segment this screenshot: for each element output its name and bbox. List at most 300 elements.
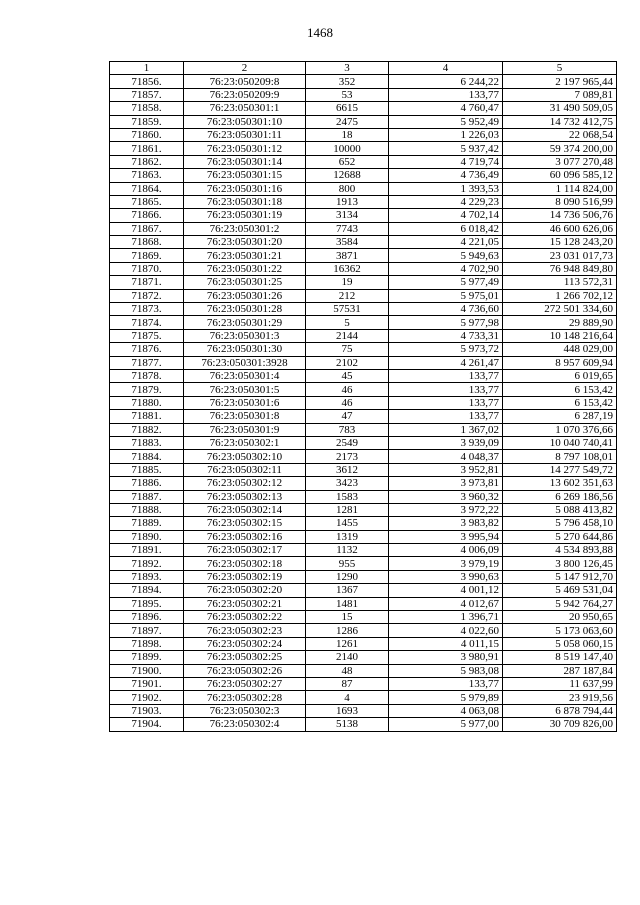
cadastral-value-cell: 15 128 243,20	[503, 236, 617, 249]
rate-cell: 4 012,67	[389, 597, 503, 610]
cadastral-number-cell: 76:23:050302:26	[184, 664, 306, 677]
rate-cell: 3 939,09	[389, 436, 503, 449]
cadastral-number-cell: 76:23:050301:22	[184, 262, 306, 275]
rate-cell: 4 702,14	[389, 209, 503, 222]
area-cell: 45	[306, 369, 389, 382]
rate-cell: 4 006,09	[389, 544, 503, 557]
row-number-cell: 71892.	[110, 557, 184, 570]
cadastral-value-cell: 113 572,31	[503, 276, 617, 289]
table-row	[110, 343, 617, 356]
row-number-cell: 71879.	[110, 383, 184, 396]
table-row	[110, 262, 617, 275]
rate-cell: 133,77	[389, 88, 503, 101]
cadastral-value-cell: 14 277 549,72	[503, 463, 617, 476]
cadastral-value-cell: 14 732 412,75	[503, 115, 617, 128]
table-row	[110, 155, 617, 168]
row-number-cell: 71877.	[110, 356, 184, 369]
area-cell: 18	[306, 128, 389, 141]
rate-cell: 3 980,91	[389, 651, 503, 664]
area-cell: 46	[306, 396, 389, 409]
area-cell: 1693	[306, 704, 389, 717]
header-row	[110, 62, 617, 75]
rate-cell: 133,77	[389, 369, 503, 382]
table-row	[110, 289, 617, 302]
table-row	[110, 611, 617, 624]
cadastral-value-cell: 29 889,90	[503, 316, 617, 329]
area-cell: 783	[306, 423, 389, 436]
cadastral-number-cell: 76:23:050302:24	[184, 637, 306, 650]
rate-cell: 1 396,71	[389, 611, 503, 624]
cadastral-value-cell: 5 147 912,70	[503, 570, 617, 583]
row-number-cell: 71898.	[110, 637, 184, 650]
cadastral-number-cell: 76:23:050302:22	[184, 611, 306, 624]
table-row	[110, 463, 617, 476]
row-number-cell: 71862.	[110, 155, 184, 168]
table-row	[110, 718, 617, 731]
table-row	[110, 597, 617, 610]
rate-cell: 4 221,05	[389, 236, 503, 249]
cadastral-number-cell: 76:23:050301:4	[184, 369, 306, 382]
area-cell: 46	[306, 383, 389, 396]
area-cell: 1290	[306, 570, 389, 583]
cadastral-value-cell: 8 957 609,94	[503, 356, 617, 369]
row-number-cell: 71867.	[110, 222, 184, 235]
cadastral-value-cell: 14 736 506,76	[503, 209, 617, 222]
cadastral-number-cell: 76:23:050301:1	[184, 102, 306, 115]
row-number-cell: 71888.	[110, 503, 184, 516]
table-row	[110, 651, 617, 664]
cadastral-number-cell: 76:23:050301:6	[184, 396, 306, 409]
cadastral-value-cell: 6 878 794,44	[503, 704, 617, 717]
rate-cell: 4 048,37	[389, 450, 503, 463]
cadastral-value-cell: 7 089,81	[503, 88, 617, 101]
cadastral-number-cell: 76:23:050301:9	[184, 423, 306, 436]
row-number-cell: 71887.	[110, 490, 184, 503]
cadastral-value-cell: 1 266 702,12	[503, 289, 617, 302]
cadastral-value-cell: 5 088 413,82	[503, 503, 617, 516]
area-cell: 6615	[306, 102, 389, 115]
area-cell: 3423	[306, 477, 389, 490]
row-number-cell: 71893.	[110, 570, 184, 583]
column-header-4: 4	[389, 62, 503, 75]
area-cell: 75	[306, 343, 389, 356]
area-cell: 1319	[306, 530, 389, 543]
cadastral-number-cell: 76:23:050302:19	[184, 570, 306, 583]
cadastral-number-cell: 76:23:050302:17	[184, 544, 306, 557]
rate-cell: 3 973,81	[389, 477, 503, 490]
cadastral-value-cell: 5 942 764,27	[503, 597, 617, 610]
rate-cell: 4 001,12	[389, 584, 503, 597]
cadastral-value-cell: 3 077 270,48	[503, 155, 617, 168]
row-number-cell: 71857.	[110, 88, 184, 101]
rate-cell: 4 760,47	[389, 102, 503, 115]
table-row	[110, 303, 617, 316]
row-number-cell: 71894.	[110, 584, 184, 597]
area-cell: 352	[306, 75, 389, 88]
rate-cell: 3 979,19	[389, 557, 503, 570]
table-row	[110, 503, 617, 516]
cadastral-value-cell: 5 796 458,10	[503, 517, 617, 530]
cadastral-number-cell: 76:23:050301:20	[184, 236, 306, 249]
table-row	[110, 209, 617, 222]
cadastral-number-cell: 76:23:050302:11	[184, 463, 306, 476]
cadastral-value-cell: 76 948 849,80	[503, 262, 617, 275]
rate-cell: 5 977,98	[389, 316, 503, 329]
row-number-cell: 71869.	[110, 249, 184, 262]
table-row	[110, 142, 617, 155]
cadastral-value-cell: 30 709 826,00	[503, 718, 617, 731]
rate-cell: 4 229,23	[389, 195, 503, 208]
cadastral-value-cell: 287 187,84	[503, 664, 617, 677]
table-row	[110, 677, 617, 690]
table-row	[110, 624, 617, 637]
area-cell: 16362	[306, 262, 389, 275]
cadastral-number-cell: 76:23:050209:8	[184, 75, 306, 88]
row-number-cell: 71876.	[110, 343, 184, 356]
rate-cell: 3 990,63	[389, 570, 503, 583]
cadastral-number-cell: 76:23:050301:3928	[184, 356, 306, 369]
cadastral-number-cell: 76:23:050301:11	[184, 128, 306, 141]
cadastral-value-cell: 8 519 147,40	[503, 651, 617, 664]
cadastral-value-cell: 1 070 376,66	[503, 423, 617, 436]
cadastral-number-cell: 76:23:050302:1	[184, 436, 306, 449]
cadastral-value-cell: 11 637,99	[503, 677, 617, 690]
column-header-5: 5	[503, 62, 617, 75]
row-number-cell: 71859.	[110, 115, 184, 128]
rate-cell: 5 977,49	[389, 276, 503, 289]
cadastral-number-cell: 76:23:050302:27	[184, 677, 306, 690]
table-row	[110, 128, 617, 141]
area-cell: 1913	[306, 195, 389, 208]
table-row	[110, 704, 617, 717]
cadastral-value-cell: 22 068,54	[503, 128, 617, 141]
table-row	[110, 169, 617, 182]
cadastral-number-cell: 76:23:050301:16	[184, 182, 306, 195]
table-row	[110, 356, 617, 369]
cadastral-value-cell: 6 269 186,56	[503, 490, 617, 503]
area-cell: 1583	[306, 490, 389, 503]
row-number-cell: 71897.	[110, 624, 184, 637]
table-row	[110, 664, 617, 677]
cadastral-number-cell: 76:23:050301:26	[184, 289, 306, 302]
cadastral-value-cell: 1 114 824,00	[503, 182, 617, 195]
cadastral-value-cell: 31 490 509,05	[503, 102, 617, 115]
table-row	[110, 584, 617, 597]
row-number-cell: 71863.	[110, 169, 184, 182]
rate-cell: 3 952,81	[389, 463, 503, 476]
table-row	[110, 249, 617, 262]
row-number-cell: 71878.	[110, 369, 184, 382]
area-cell: 2140	[306, 651, 389, 664]
table-row	[110, 517, 617, 530]
cadastral-number-cell: 76:23:050302:23	[184, 624, 306, 637]
row-number-cell: 71883.	[110, 436, 184, 449]
cadastral-number-cell: 76:23:050302:10	[184, 450, 306, 463]
row-number-cell: 71860.	[110, 128, 184, 141]
table-row	[110, 102, 617, 115]
row-number-cell: 71861.	[110, 142, 184, 155]
row-number-cell: 71882.	[110, 423, 184, 436]
cadastral-value-cell: 60 096 585,12	[503, 169, 617, 182]
rate-cell: 6 018,42	[389, 222, 503, 235]
rate-cell: 5 949,63	[389, 249, 503, 262]
row-number-cell: 71900.	[110, 664, 184, 677]
cadastral-value-cell: 20 950,65	[503, 611, 617, 624]
table-row	[110, 490, 617, 503]
rate-cell: 4 736,49	[389, 169, 503, 182]
area-cell: 57531	[306, 303, 389, 316]
table-row	[110, 88, 617, 101]
cadastral-number-cell: 76:23:050301:12	[184, 142, 306, 155]
row-number-cell: 71886.	[110, 477, 184, 490]
row-number-cell: 71880.	[110, 396, 184, 409]
table-row	[110, 530, 617, 543]
rate-cell: 4 011,15	[389, 637, 503, 650]
cadastral-number-cell: 76:23:050302:16	[184, 530, 306, 543]
cadastral-value-cell: 5 173 063,60	[503, 624, 617, 637]
cadastral-value-cell: 10 148 216,64	[503, 329, 617, 342]
area-cell: 2102	[306, 356, 389, 369]
rate-cell: 5 937,42	[389, 142, 503, 155]
row-number-cell: 71858.	[110, 102, 184, 115]
table-row	[110, 410, 617, 423]
cadastral-number-cell: 76:23:050302:12	[184, 477, 306, 490]
area-cell: 1286	[306, 624, 389, 637]
area-cell: 53	[306, 88, 389, 101]
cadastral-value-cell: 6 019,65	[503, 369, 617, 382]
area-cell: 5	[306, 316, 389, 329]
cadastral-value-cell: 8 797 108,01	[503, 450, 617, 463]
table-row	[110, 450, 617, 463]
table-row	[110, 115, 617, 128]
rate-cell: 1 226,03	[389, 128, 503, 141]
column-header-1: 1	[110, 62, 184, 75]
rate-cell: 6 244,22	[389, 75, 503, 88]
rate-cell: 133,77	[389, 410, 503, 423]
cadastral-value-cell: 5 270 644,86	[503, 530, 617, 543]
cadastral-value-cell: 5 058 060,15	[503, 637, 617, 650]
column-header-3: 3	[306, 62, 389, 75]
rate-cell: 5 979,89	[389, 691, 503, 704]
row-number-cell: 71901.	[110, 677, 184, 690]
cadastral-number-cell: 76:23:050301:19	[184, 209, 306, 222]
rate-cell: 1 367,02	[389, 423, 503, 436]
cadastral-number-cell: 76:23:050301:2	[184, 222, 306, 235]
row-number-cell: 71902.	[110, 691, 184, 704]
area-cell: 2475	[306, 115, 389, 128]
rate-cell: 4 261,47	[389, 356, 503, 369]
rate-cell: 133,77	[389, 396, 503, 409]
table-row	[110, 691, 617, 704]
area-cell: 652	[306, 155, 389, 168]
cadastral-number-cell: 76:23:050302:25	[184, 651, 306, 664]
area-cell: 10000	[306, 142, 389, 155]
rate-cell: 3 995,94	[389, 530, 503, 543]
area-cell: 1132	[306, 544, 389, 557]
cadastral-number-cell: 76:23:050301:18	[184, 195, 306, 208]
cadastral-number-cell: 76:23:050302:18	[184, 557, 306, 570]
row-number-cell: 71856.	[110, 75, 184, 88]
area-cell: 1261	[306, 637, 389, 650]
rate-cell: 4 702,90	[389, 262, 503, 275]
cadastral-value-cell: 59 374 200,00	[503, 142, 617, 155]
cadastral-value-cell: 272 501 334,60	[503, 303, 617, 316]
cadastral-number-cell: 76:23:050302:20	[184, 584, 306, 597]
row-number-cell: 71875.	[110, 329, 184, 342]
cadastral-number-cell: 76:23:050301:15	[184, 169, 306, 182]
rate-cell: 3 960,32	[389, 490, 503, 503]
table-row	[110, 369, 617, 382]
row-number-cell: 71890.	[110, 530, 184, 543]
rate-cell: 5 977,00	[389, 718, 503, 731]
rate-cell: 4 719,74	[389, 155, 503, 168]
table-row	[110, 222, 617, 235]
area-cell: 3134	[306, 209, 389, 222]
area-cell: 12688	[306, 169, 389, 182]
cadastral-number-cell: 76:23:050301:10	[184, 115, 306, 128]
area-cell: 800	[306, 182, 389, 195]
cadastral-value-cell: 8 090 516,99	[503, 195, 617, 208]
row-number-cell: 71873.	[110, 303, 184, 316]
cadastral-number-cell: 76:23:050209:9	[184, 88, 306, 101]
area-cell: 2144	[306, 329, 389, 342]
cadastral-value-cell: 23 919,56	[503, 691, 617, 704]
cadastral-number-cell: 76:23:050302:28	[184, 691, 306, 704]
row-number-cell: 71874.	[110, 316, 184, 329]
row-number-cell: 71904.	[110, 718, 184, 731]
cadastral-number-cell: 76:23:050302:21	[184, 597, 306, 610]
rate-cell: 5 983,08	[389, 664, 503, 677]
area-cell: 3584	[306, 236, 389, 249]
cadastral-number-cell: 76:23:050302:3	[184, 704, 306, 717]
area-cell: 1455	[306, 517, 389, 530]
cadastral-number-cell: 76:23:050301:28	[184, 303, 306, 316]
cadastral-value-cell: 6 287,19	[503, 410, 617, 423]
table-row	[110, 570, 617, 583]
cadastral-value-cell: 3 800 126,45	[503, 557, 617, 570]
cadastral-value-cell: 46 600 626,06	[503, 222, 617, 235]
row-number-cell: 71903.	[110, 704, 184, 717]
row-number-cell: 71870.	[110, 262, 184, 275]
cadastral-number-cell: 76:23:050301:21	[184, 249, 306, 262]
row-number-cell: 71881.	[110, 410, 184, 423]
area-cell: 955	[306, 557, 389, 570]
cadastral-value-cell: 13 602 351,63	[503, 477, 617, 490]
cadastral-number-cell: 76:23:050302:15	[184, 517, 306, 530]
area-cell: 1367	[306, 584, 389, 597]
area-cell: 212	[306, 289, 389, 302]
area-cell: 2173	[306, 450, 389, 463]
cadastral-value-cell: 6 153,42	[503, 396, 617, 409]
row-number-cell: 71884.	[110, 450, 184, 463]
table-row	[110, 396, 617, 409]
area-cell: 3612	[306, 463, 389, 476]
area-cell: 15	[306, 611, 389, 624]
row-number-cell: 71872.	[110, 289, 184, 302]
row-number-cell: 71865.	[110, 195, 184, 208]
row-number-cell: 71895.	[110, 597, 184, 610]
rate-cell: 3 983,82	[389, 517, 503, 530]
rate-cell: 5 975,01	[389, 289, 503, 302]
cadastral-number-cell: 76:23:050302:13	[184, 490, 306, 503]
table-row	[110, 477, 617, 490]
area-cell: 4	[306, 691, 389, 704]
table-body	[110, 75, 617, 731]
cadastral-value-cell: 23 031 017,73	[503, 249, 617, 262]
table-row	[110, 236, 617, 249]
cadastral-number-cell: 76:23:050301:30	[184, 343, 306, 356]
cadastral-value-cell: 2 197 965,44	[503, 75, 617, 88]
cadastral-number-cell: 76:23:050301:5	[184, 383, 306, 396]
row-number-cell: 71889.	[110, 517, 184, 530]
table-row	[110, 637, 617, 650]
table-row	[110, 544, 617, 557]
row-number-cell: 71896.	[110, 611, 184, 624]
cadastral-value-cell: 5 469 531,04	[503, 584, 617, 597]
rate-cell: 133,77	[389, 677, 503, 690]
table-row	[110, 329, 617, 342]
table-row	[110, 423, 617, 436]
cadastral-number-cell: 76:23:050301:8	[184, 410, 306, 423]
cadastral-value-cell: 10 040 740,41	[503, 436, 617, 449]
column-header-2: 2	[184, 62, 306, 75]
row-number-cell: 71899.	[110, 651, 184, 664]
cadastral-value-cell: 6 153,42	[503, 383, 617, 396]
cadastral-value-cell: 448 029,00	[503, 343, 617, 356]
rate-cell: 133,77	[389, 383, 503, 396]
area-cell: 48	[306, 664, 389, 677]
table-row	[110, 383, 617, 396]
cadastral-number-cell: 76:23:050301:14	[184, 155, 306, 168]
table-row	[110, 436, 617, 449]
cadastral-number-cell: 76:23:050302:14	[184, 503, 306, 516]
rate-cell: 4 022,60	[389, 624, 503, 637]
table-row	[110, 557, 617, 570]
table-row	[110, 276, 617, 289]
cadastral-number-cell: 76:23:050301:29	[184, 316, 306, 329]
area-cell: 87	[306, 677, 389, 690]
area-cell: 3871	[306, 249, 389, 262]
area-cell: 2549	[306, 436, 389, 449]
row-number-cell: 71885.	[110, 463, 184, 476]
table-row	[110, 182, 617, 195]
area-cell: 19	[306, 276, 389, 289]
table-row	[110, 195, 617, 208]
row-number-cell: 71868.	[110, 236, 184, 249]
row-number-cell: 71891.	[110, 544, 184, 557]
rate-cell: 4 733,31	[389, 329, 503, 342]
row-number-cell: 71866.	[110, 209, 184, 222]
row-number-cell: 71871.	[110, 276, 184, 289]
cadastral-value-table	[109, 61, 617, 732]
area-cell: 1481	[306, 597, 389, 610]
area-cell: 7743	[306, 222, 389, 235]
cadastral-number-cell: 76:23:050301:3	[184, 329, 306, 342]
rate-cell: 4 736,60	[389, 303, 503, 316]
area-cell: 5138	[306, 718, 389, 731]
rate-cell: 1 393,53	[389, 182, 503, 195]
table-row	[110, 316, 617, 329]
cadastral-value-cell: 4 534 893,88	[503, 544, 617, 557]
page-number: 1468	[307, 25, 333, 40]
rate-cell: 5 973,72	[389, 343, 503, 356]
cadastral-number-cell: 76:23:050301:25	[184, 276, 306, 289]
table-row	[110, 75, 617, 88]
rate-cell: 4 063,08	[389, 704, 503, 717]
area-cell: 1281	[306, 503, 389, 516]
area-cell: 47	[306, 410, 389, 423]
row-number-cell: 71864.	[110, 182, 184, 195]
